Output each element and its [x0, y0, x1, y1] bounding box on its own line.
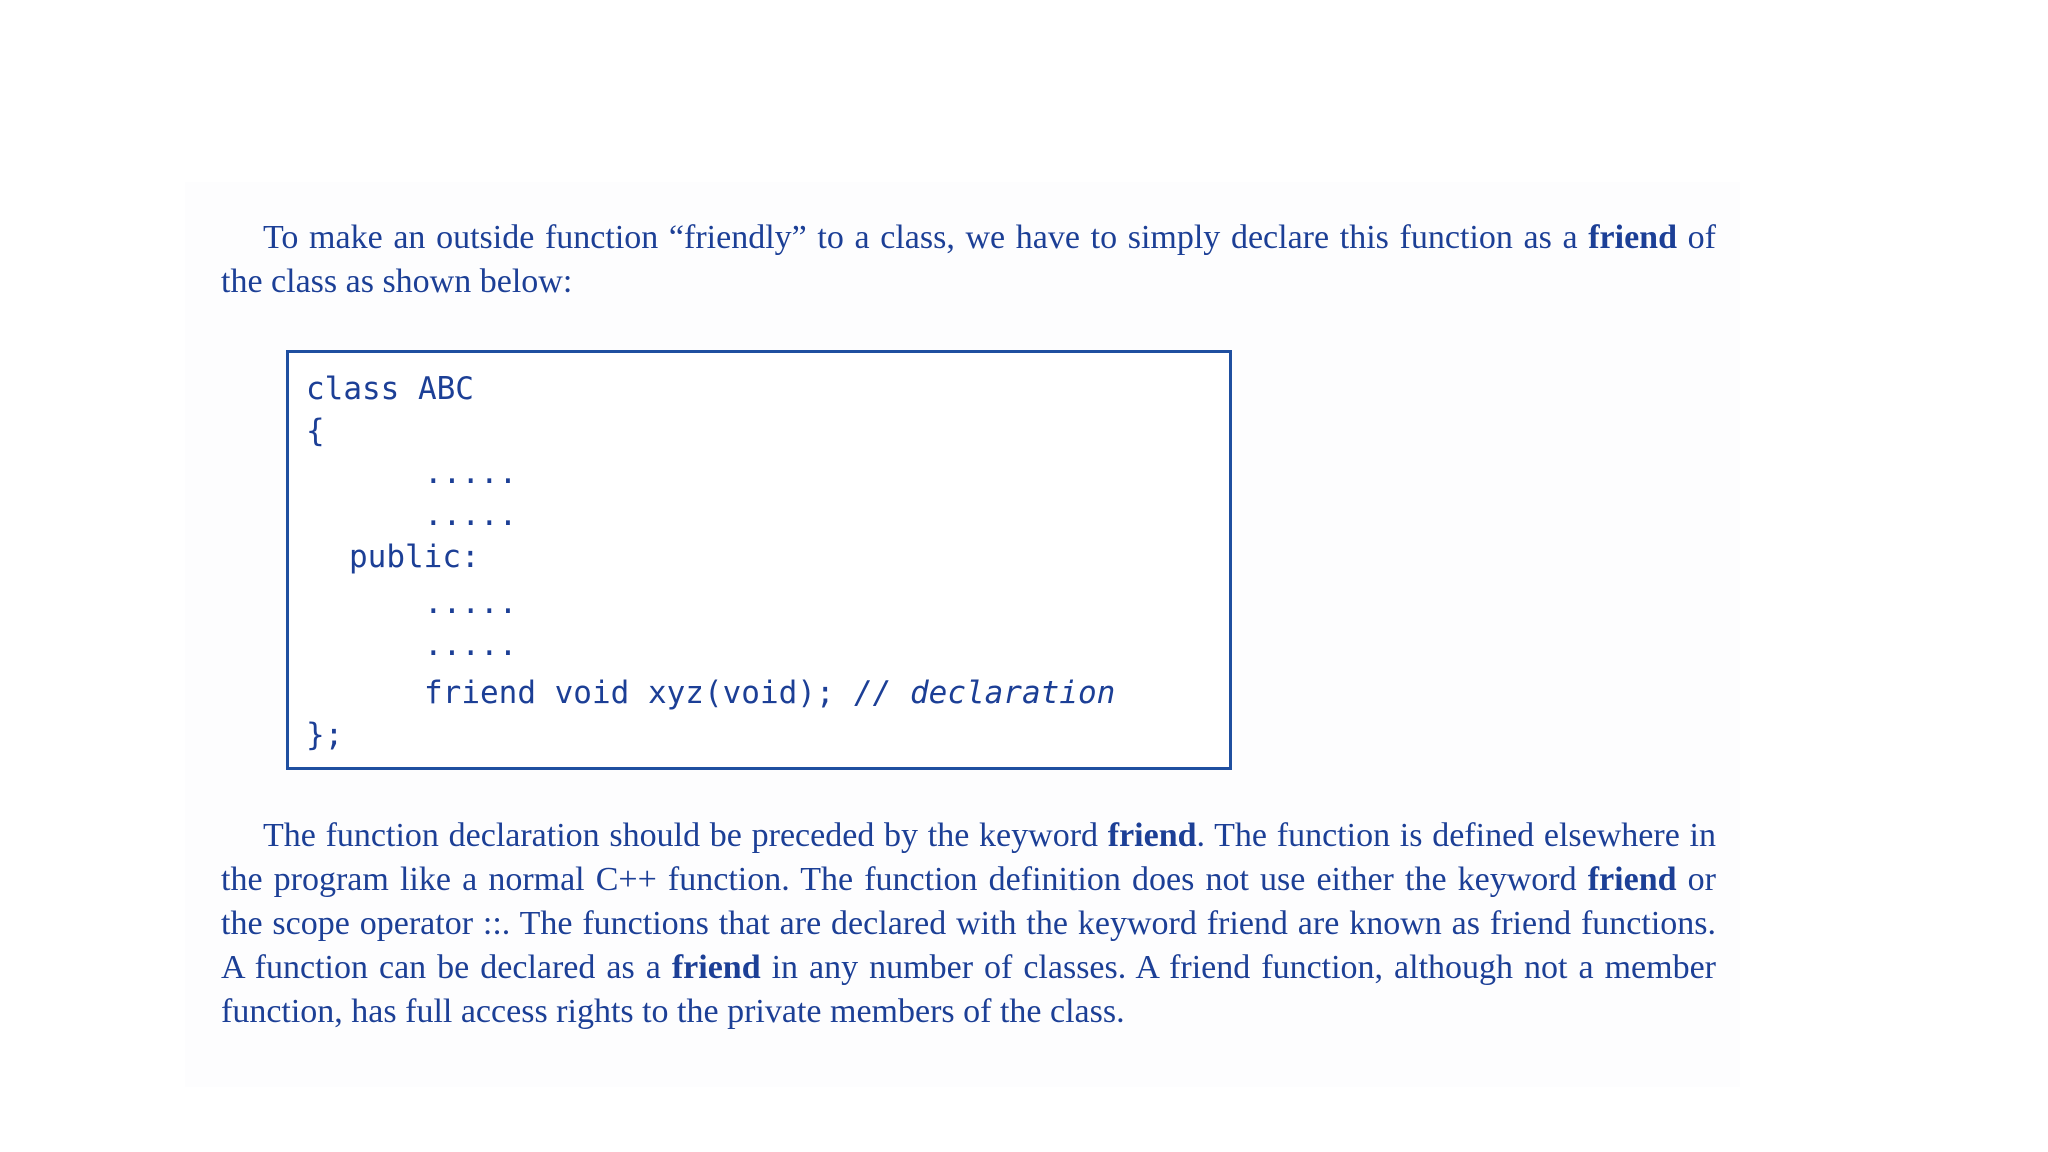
intro-paragraph — [221, 216, 1716, 304]
keyword-friend: friend — [1587, 861, 1677, 898]
explanation-text-2: . The function is defined elsewhere in the program like a normal C++ function. The function definition does not use either the keyword — [221, 817, 1716, 898]
code-line-ellipsis: ..... — [424, 497, 518, 533]
code-line-ellipsis: ..... — [424, 585, 518, 621]
code-block — [286, 350, 1232, 770]
code-line-ellipsis: ..... — [424, 455, 518, 491]
code-line-close-brace: }; — [306, 717, 344, 753]
intro-text-1: To make an outside function “friendly” to a class, we have to simply declare this function as a — [263, 219, 1589, 256]
explanation-paragraph — [221, 814, 1716, 1034]
code-line-public: public: — [349, 539, 480, 575]
intro-text-2: of the class as shown below: — [221, 219, 1716, 300]
code-comment: // declaration — [854, 675, 1116, 711]
explanation-text-3: or the scope operator ::. The functions that are declared with the keyword friend are known as friend functions. A function can be declared as a — [221, 861, 1716, 986]
code-line-friend-declaration: friend void xyz(void); — [424, 675, 835, 711]
explanation-text-4: in any number of classes. A friend function, although not a member function, has full access rights to the private members of the class. — [221, 949, 1716, 1030]
keyword-friend: friend — [1107, 817, 1197, 854]
explanation-text-1: The function declaration should be preceded by the keyword — [263, 817, 1108, 854]
code-line-open-brace: { — [306, 413, 325, 449]
code-line-ellipsis: ..... — [424, 627, 518, 663]
keyword-friend: friend — [1588, 219, 1678, 256]
keyword-friend: friend — [671, 949, 761, 986]
code-line-class: class ABC — [306, 371, 474, 407]
